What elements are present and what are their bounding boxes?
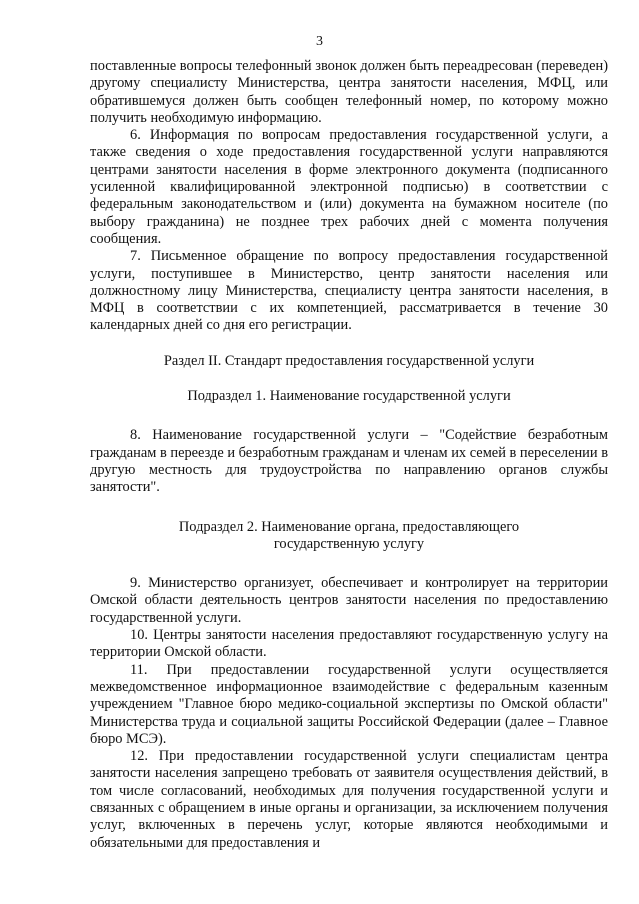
paragraph-12: 12. При предоставлении государственной услуги специалистам центра занятости населения запрещено требовать от заявителя осуществления действий, в том числе согласований, необходимых для получения государственной услуги и связанных с обращением в иные органы и организации, за исключением получения услуг, включенных в перечень услуг, которые являются необходимыми и обязательными для предоставления и xyxy=(90,748,608,851)
paragraph-7: 7. Письменное обращение по вопросу предоставления государственной услуги, поступившее в Министерство, центр занятости населения или должностному лицу Министерства, специалисту центра занятости населения, в МФЦ в соответствии с их компетенцией, рассматривается в течение 30 календарных дней со дня его регистрации. xyxy=(90,248,608,334)
paragraph-6: 6. Информация по вопросам предоставления государственной услуги, а также сведения о ходе предоставления государственной услуги направляются центрами занятости населения в форме электронного документа (подписанного усиленной квалифицированной электронной подписью) в соответствии с федеральным законодательством и (или) документа на бумажном носителе (по выбору гражданина) не позднее трех рабочих дней с момента получения сообщения. xyxy=(90,127,608,247)
paragraph-10: 10. Центры занятости населения предоставляют государственную услугу на территории Омской области. xyxy=(90,627,608,661)
document-body xyxy=(90,58,608,852)
subsection-1-heading: Подраздел 1. Наименование государственной услуги xyxy=(187,388,511,405)
paragraph-9: 9. Министерство организует, обеспечивает и контролирует на территории Омской области деятельность центров занятости населения по предоставлению государственной услуги. xyxy=(90,575,608,626)
subsection-2-heading-line-1: Подраздел 2. Наименование органа, предоставляющего xyxy=(178,518,520,535)
page-number: 3 xyxy=(316,34,323,49)
paragraph-8: 8. Наименование государственной услуги – "Содействие безработным гражданам в переезде и безработным гражданам и членам их семей в переселении в другую местность для трудоустройства по направлению органов службы занятости". xyxy=(90,427,608,496)
paragraph-11: 11. При предоставлении государственной услуги осуществляется межведомственное информационное взаимодействие с федеральным казенным учреждением "Главное бюро медико-социальной экспертизы по Омской области" Министерства труда и социальной защиты Российской Федерации (далее – Главное бюро МСЭ). xyxy=(90,661,608,747)
section-2-heading: Раздел II. Стандарт предоставления государственной услуги xyxy=(163,352,535,369)
paragraph-continuation: поставленные вопросы телефонный звонок должен быть переадресован (переведен) другому специалисту Министерства, центра занятости населения, МФЦ, или обратившемуся должен быть сообщен телефонный номер, по которому можно получить необходимую информацию. xyxy=(90,58,608,126)
subsection-2-heading-line-2: государственную услугу xyxy=(273,535,425,552)
